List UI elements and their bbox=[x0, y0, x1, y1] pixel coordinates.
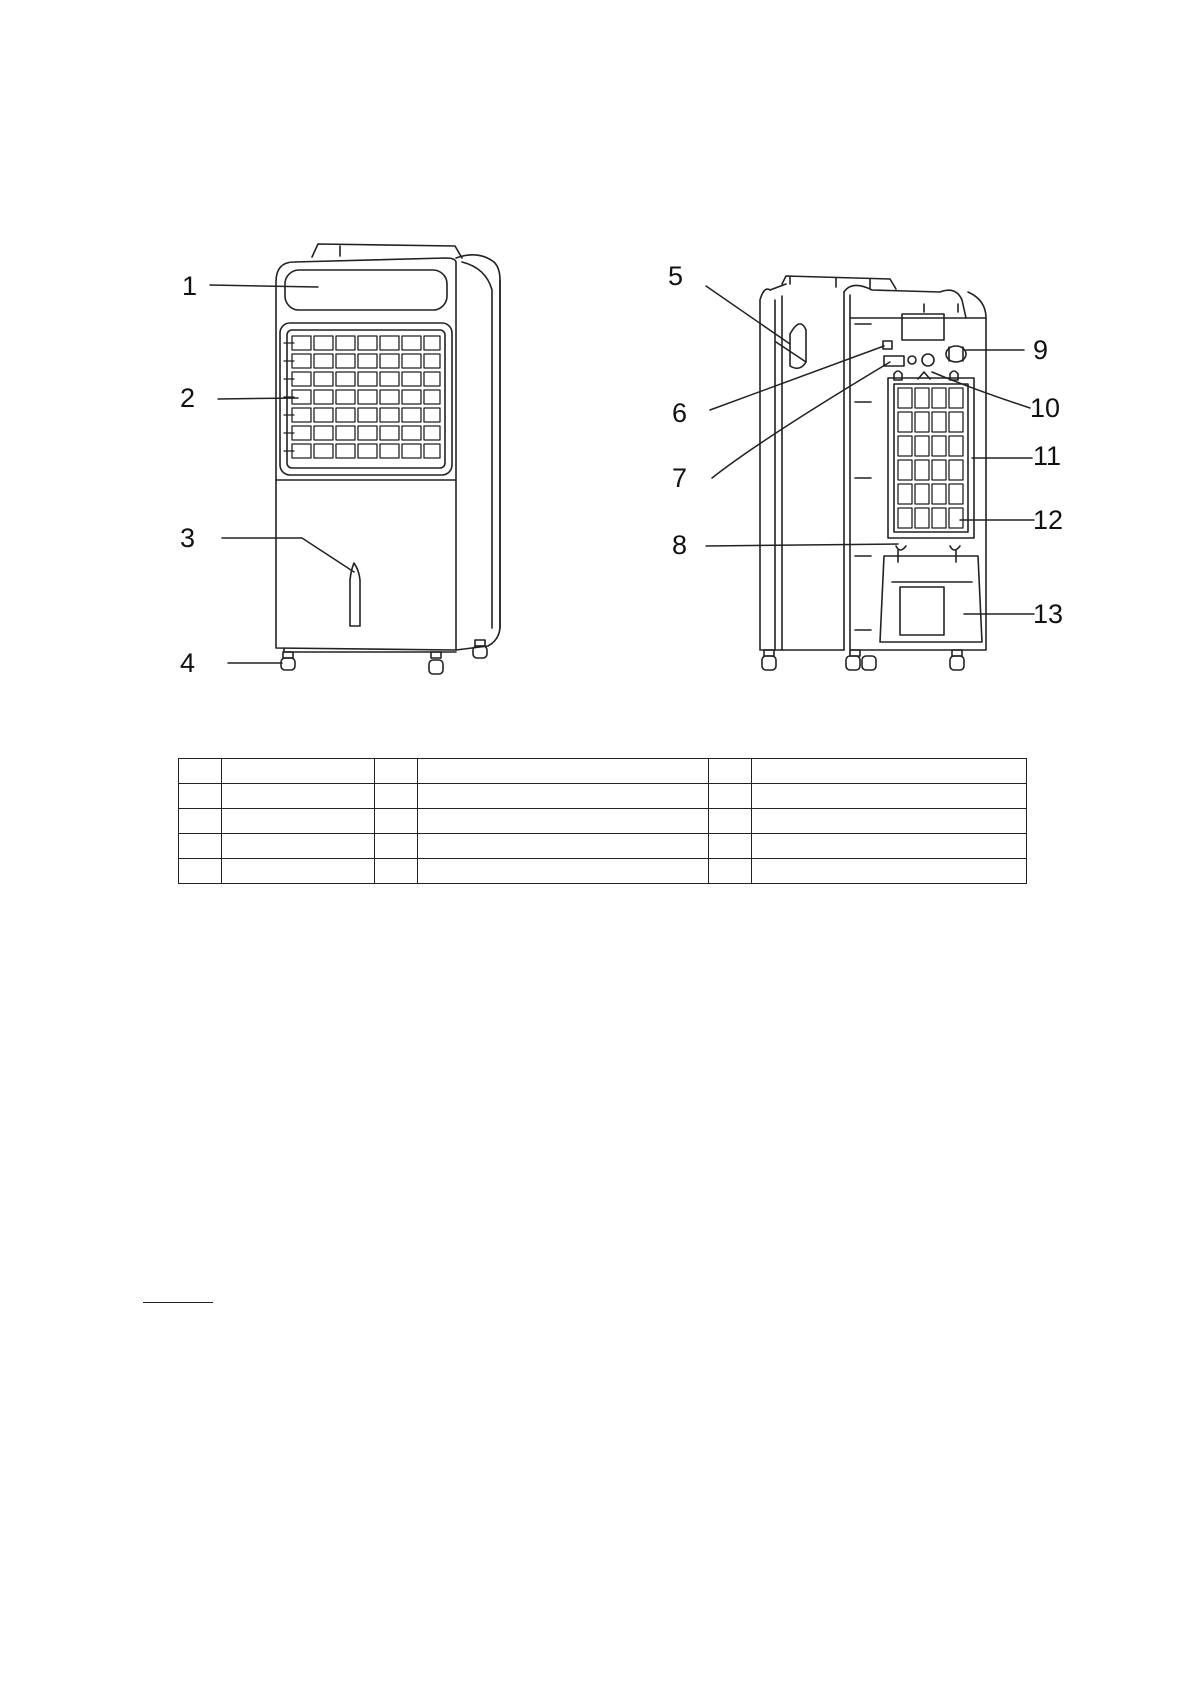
front-view-drawing bbox=[276, 244, 500, 652]
table-row bbox=[179, 759, 1027, 784]
callout-3: 3 bbox=[180, 523, 196, 553]
callout-5: 5 bbox=[668, 261, 684, 291]
table-cell bbox=[752, 759, 1027, 784]
callout-13: 13 bbox=[1033, 599, 1064, 629]
table-cell bbox=[222, 834, 375, 859]
table-cell bbox=[752, 834, 1027, 859]
callout-2: 2 bbox=[180, 383, 196, 413]
callout-1: 1 bbox=[182, 271, 198, 301]
table-row bbox=[179, 784, 1027, 809]
table-cell bbox=[418, 834, 709, 859]
table-cell bbox=[752, 859, 1027, 884]
callout-9: 9 bbox=[1033, 335, 1049, 365]
callout-10: 10 bbox=[1030, 393, 1061, 423]
table-cell bbox=[709, 809, 752, 834]
table-cell bbox=[709, 784, 752, 809]
table-cell bbox=[709, 834, 752, 859]
table-cell bbox=[222, 759, 375, 784]
callout-8: 8 bbox=[672, 530, 688, 560]
rear-view-drawing bbox=[760, 276, 986, 650]
table-cell bbox=[179, 834, 222, 859]
callout-12: 12 bbox=[1033, 505, 1064, 535]
callout-6: 6 bbox=[672, 398, 688, 428]
callout-4: 4 bbox=[180, 648, 196, 678]
rear-leader-lines bbox=[706, 286, 1034, 614]
rear-wheels bbox=[762, 650, 964, 670]
table-cell bbox=[375, 809, 418, 834]
table-cell bbox=[375, 834, 418, 859]
table-cell bbox=[752, 784, 1027, 809]
underline-rule bbox=[143, 1302, 213, 1303]
table-cell bbox=[222, 859, 375, 884]
front-grille-cells bbox=[284, 336, 440, 458]
table-cell bbox=[418, 784, 709, 809]
table-cell bbox=[179, 809, 222, 834]
table-row bbox=[179, 859, 1027, 884]
table-cell bbox=[752, 809, 1027, 834]
table-cell bbox=[222, 809, 375, 834]
table-cell bbox=[418, 809, 709, 834]
table-cell bbox=[375, 759, 418, 784]
table-cell bbox=[179, 784, 222, 809]
table-cell bbox=[179, 759, 222, 784]
callout-7: 7 bbox=[672, 463, 688, 493]
table-cell bbox=[709, 859, 752, 884]
table-cell bbox=[222, 784, 375, 809]
table-row bbox=[179, 834, 1027, 859]
table-cell bbox=[375, 784, 418, 809]
table-cell bbox=[709, 759, 752, 784]
callout-11: 11 bbox=[1033, 441, 1062, 471]
table-cell bbox=[418, 759, 709, 784]
table-row bbox=[179, 809, 1027, 834]
table-cell bbox=[179, 859, 222, 884]
table-cell bbox=[375, 859, 418, 884]
rear-filter-cells bbox=[898, 388, 963, 528]
table-cell bbox=[418, 859, 709, 884]
parts-table bbox=[178, 758, 1027, 884]
